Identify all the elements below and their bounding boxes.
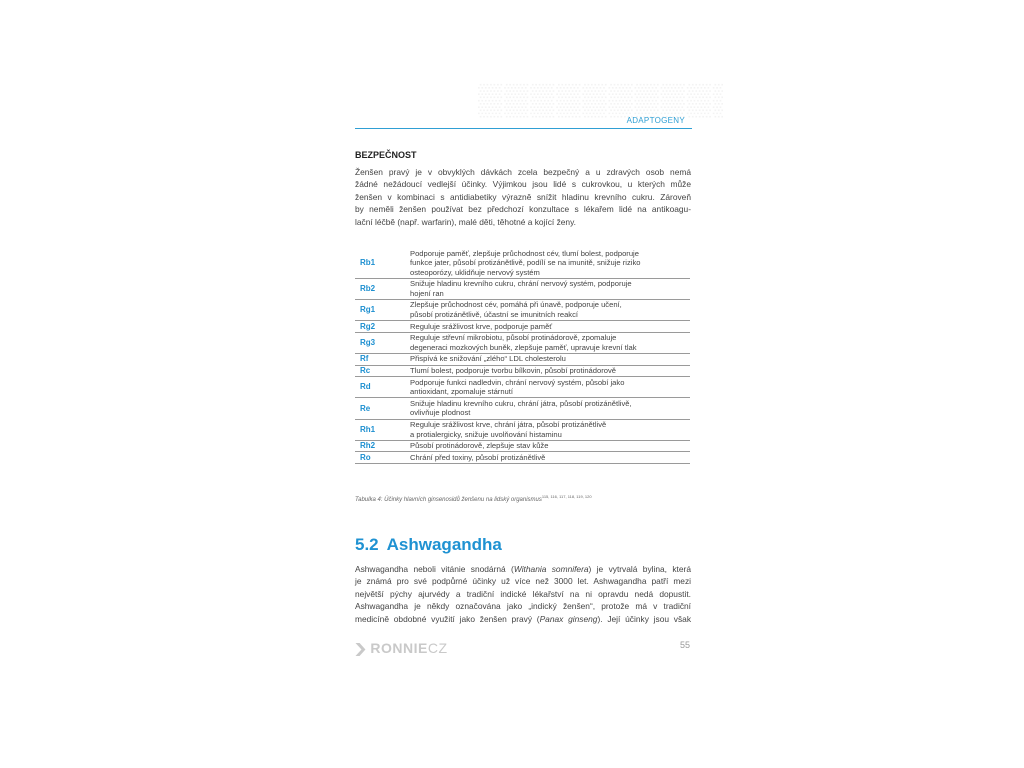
table-row xyxy=(355,248,690,278)
effects-line: ovlivňuje plodnost xyxy=(410,408,471,418)
table-row xyxy=(355,278,690,299)
effects-line: Reguluje srážlivost krve, chrání játra, působí protizánětlivě xyxy=(410,420,607,429)
chapter-heading xyxy=(355,535,502,555)
effects-line: Zlepšuje průchodnost cév, pomáhá při únavě, podporuje učení, xyxy=(410,300,622,310)
logo-chevron-icon: ❯ xyxy=(352,641,369,656)
table-caption-text: Tabulka 4: Účinky hlavních ginsenosidů ženšenu na lidský organismus xyxy=(355,497,542,503)
paragraph-text: medicíně obdobné využití jako ženšen pravý ( xyxy=(355,613,540,624)
table-row xyxy=(355,440,690,452)
effects-line: Reguluje srážlivost krve, podporuje paměť xyxy=(410,321,553,331)
table-row xyxy=(355,299,690,320)
effects-line: funkce jater, působí protizánětlivě, podílí se na imunitě, snižuje riziko xyxy=(410,258,641,268)
ginsenoside-effects xyxy=(410,452,690,464)
paragraph-line: lační léčbě (např. warfarin), malé děti, těhotné a kojící ženy. xyxy=(355,216,576,227)
ginsenoside-code: Rh1 xyxy=(355,419,410,440)
ginsenoside-effects xyxy=(410,278,690,299)
running-header-chapter: ADAPTOGENY xyxy=(626,116,685,125)
ashwagandha-paragraph xyxy=(355,563,691,625)
logo-bold-text: RONNIE xyxy=(370,640,428,656)
paragraph-line xyxy=(355,588,691,600)
effects-line: Podporuje funkci nadledvin, chrání nervový systém, působí jako xyxy=(410,377,625,387)
effects-line: Reguluje střevní mikrobiotu, působí protinádorově, zpomaluje xyxy=(410,333,617,343)
table-row xyxy=(355,332,690,353)
paragraph-line xyxy=(355,613,691,625)
paragraph-line: ženšen v kombinaci s antidiabetiky výrazně snížit hladinu krevního cukru. Zároveň xyxy=(355,191,691,202)
table-row xyxy=(355,321,690,333)
paragraph-text: největší pýchy ajurvédy a tradiční indické lékařství na ni opravdu nedá dopustit. xyxy=(355,588,691,599)
section-heading-safety: BEZPEČNOST xyxy=(355,150,417,160)
paragraph-line xyxy=(355,563,691,575)
effects-line: osteoporózy, uklidňuje nervový systém xyxy=(410,267,540,277)
effects-line: Přispívá ke snižování „zlého“ LDL cholesterolu xyxy=(410,354,566,364)
table-row xyxy=(355,419,690,440)
paragraph-line: žádné nežádoucí vedlejší účinky. Výjimkou jsou lidé s cukrovkou, u kterých může xyxy=(355,179,691,190)
logo-light-text: CZ xyxy=(427,640,448,656)
ginsenoside-code: Rb1 xyxy=(355,248,410,278)
ginsenoside-effects xyxy=(410,365,690,377)
ginsenoside-effects xyxy=(410,332,690,353)
effects-line: působí protizánětlivě, účastní se imunitních reakcí xyxy=(410,310,578,320)
table-row xyxy=(355,398,690,419)
effects-line: Podporuje paměť, zlepšuje průchodnost cév, tlumí bolest, podporuje xyxy=(410,248,639,258)
ginsenoside-effects xyxy=(410,398,690,419)
ginsenoside-code: Rh2 xyxy=(355,440,410,452)
safety-paragraph xyxy=(355,166,691,228)
chapter-number: 5.2 xyxy=(355,535,379,554)
chapter-title: Ashwagandha xyxy=(386,535,502,554)
effects-line: Tlumí bolest, podporuje tvorbu bílkovin, působí protinádorově xyxy=(410,366,616,376)
ginsenoside-code: Rc xyxy=(355,365,410,377)
table-row xyxy=(355,377,690,398)
paragraph-line xyxy=(355,575,691,587)
effects-line: Chrání před toxiny, působí protizánětlivě xyxy=(410,452,546,462)
paragraph-text: Ashwagandha neboli vitánie snodárná ( xyxy=(355,564,514,574)
effects-line: Snižuje hladinu krevního cukru, chrání nervový systém, podporuje xyxy=(410,279,632,289)
ginsenoside-effects xyxy=(410,419,690,440)
table-caption-refs: 115, 116, 117, 118, 119, 120 xyxy=(541,494,592,499)
table-row xyxy=(355,365,690,377)
paragraph-text: je známá pro své podpůrné účinky už více než 3000 let. Ashwagandha patří mezi xyxy=(355,576,691,587)
paragraph-text: ) je vytrvalá bylina, která xyxy=(588,564,691,574)
ginsenoside-effects xyxy=(410,353,690,365)
table-row xyxy=(355,353,690,365)
species-name: Withania somnifera xyxy=(513,564,589,574)
ginsenoside-effects xyxy=(410,299,690,320)
ginsenoside-effects xyxy=(410,248,690,278)
header-rule xyxy=(355,128,692,129)
ginsenoside-code: Rg3 xyxy=(355,332,410,353)
ginsenoside-code: Rg2 xyxy=(355,321,410,333)
paragraph-line xyxy=(355,600,691,612)
ronnie-logo xyxy=(352,640,448,657)
table-caption xyxy=(355,494,695,503)
ginsenoside-code: Ro xyxy=(355,452,410,464)
paragraph-line: by neměli ženšen používat bez předchozí konzultace s lékařem lidé na antikoagu- xyxy=(355,204,691,215)
species-name: Panax ginseng xyxy=(539,613,598,624)
effects-line: Snižuje hladinu krevního cukru, chrání játra, působí protizánětlivě, xyxy=(410,398,632,408)
effects-line: Působí protinádorově, zlepšuje stav kůže xyxy=(410,441,549,451)
paragraph-text: ). Její účinky jsou však xyxy=(597,613,692,624)
paragraph-line: Ženšen pravý je v obvyklých dávkách zcela bezpečný a u zdravých osob nemá xyxy=(355,167,691,177)
effects-line: hojení ran xyxy=(410,288,444,298)
ginsenoside-table xyxy=(355,248,690,464)
effects-line: antioxidant, zpomaluje stárnutí xyxy=(410,387,513,397)
ginsenoside-code: Rd xyxy=(355,377,410,398)
paragraph-text: Ashwagandha je někdy označována jako „indický ženšen“, protože má v tradiční xyxy=(355,601,691,612)
faded-watermark xyxy=(478,82,723,118)
table-row xyxy=(355,452,690,464)
ginsenoside-effects xyxy=(410,321,690,333)
ginsenoside-code: Rf xyxy=(355,353,410,365)
ginsenoside-code: Rb2 xyxy=(355,278,410,299)
effects-line: degeneraci mozkových buněk, zlepšuje paměť, upravuje krevní tlak xyxy=(410,342,637,352)
ginsenoside-code: Rg1 xyxy=(355,299,410,320)
ginsenoside-effects xyxy=(410,377,690,398)
page-number: 55 xyxy=(679,640,690,650)
ginsenoside-code: Re xyxy=(355,398,410,419)
effects-line: a protialergicky, snižuje uvolňování histaminu xyxy=(410,429,562,439)
ginsenoside-effects xyxy=(410,440,690,452)
